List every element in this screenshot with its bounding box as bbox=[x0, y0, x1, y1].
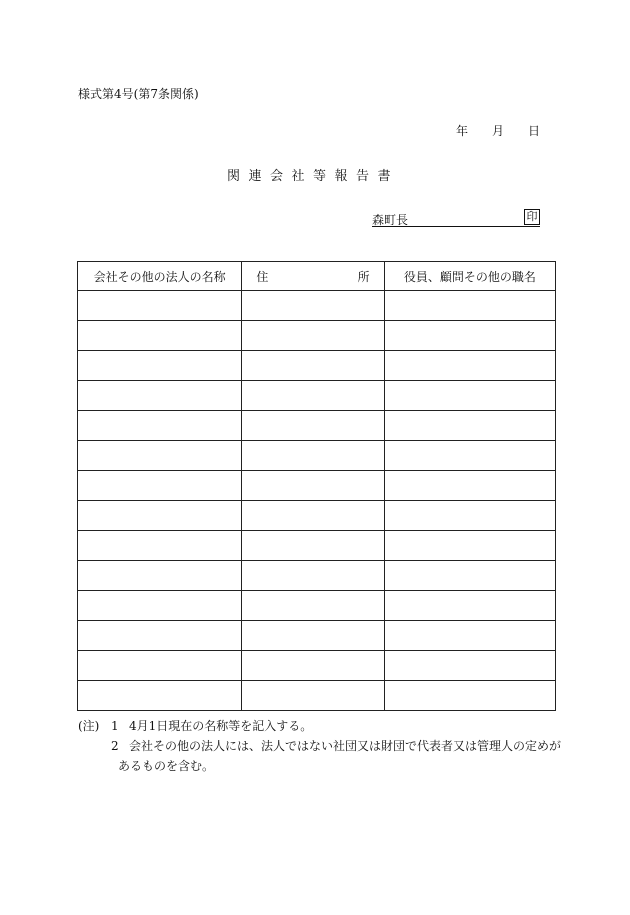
cell-position[interactable] bbox=[384, 381, 555, 411]
cell-address[interactable] bbox=[242, 501, 384, 531]
note-number: 1 bbox=[111, 719, 119, 733]
cell-position[interactable] bbox=[384, 621, 555, 651]
cell-company-name[interactable] bbox=[78, 591, 242, 621]
cell-position[interactable] bbox=[384, 531, 555, 561]
cell-company-name[interactable] bbox=[78, 321, 242, 351]
cell-address[interactable] bbox=[242, 471, 384, 501]
table-row bbox=[78, 321, 556, 351]
header-company-name: 会社その他の法人の名称 bbox=[78, 262, 242, 291]
header-address bbox=[242, 262, 384, 291]
cell-position[interactable] bbox=[384, 501, 555, 531]
date-month-label: 月 bbox=[492, 124, 505, 138]
cell-address[interactable] bbox=[242, 651, 384, 681]
notes bbox=[78, 716, 561, 776]
note-text: 4月1日現在の名称等を記入する。 bbox=[129, 719, 313, 733]
cell-position[interactable] bbox=[384, 651, 555, 681]
date-year-label: 年 bbox=[456, 124, 469, 138]
header-address-char-1: 住 bbox=[256, 269, 269, 284]
table-row bbox=[78, 471, 556, 501]
note-prefix: (注) bbox=[78, 719, 100, 733]
note-number: 2 bbox=[111, 739, 119, 753]
cell-position[interactable] bbox=[384, 351, 555, 381]
note-continuation: あるものを含む。 bbox=[118, 759, 215, 773]
cell-address[interactable] bbox=[242, 321, 384, 351]
recipient-name: 森町長 bbox=[372, 213, 409, 227]
cell-company-name[interactable] bbox=[78, 291, 242, 321]
report-table bbox=[77, 261, 556, 711]
cell-position[interactable] bbox=[384, 291, 555, 321]
cell-company-name[interactable] bbox=[78, 561, 242, 591]
cell-company-name[interactable] bbox=[78, 501, 242, 531]
cell-address[interactable] bbox=[242, 291, 384, 321]
cell-company-name[interactable] bbox=[78, 351, 242, 381]
cell-address[interactable] bbox=[242, 681, 384, 711]
cell-company-name[interactable] bbox=[78, 621, 242, 651]
table-row bbox=[78, 591, 556, 621]
table-row bbox=[78, 531, 556, 561]
table-row bbox=[78, 411, 556, 441]
date-day-label: 日 bbox=[528, 124, 541, 138]
cell-position[interactable] bbox=[384, 441, 555, 471]
seal-mark: 印 bbox=[524, 209, 540, 225]
table-row bbox=[78, 441, 556, 471]
table-row bbox=[78, 291, 556, 321]
cell-position[interactable] bbox=[384, 411, 555, 441]
cell-position[interactable] bbox=[384, 471, 555, 501]
cell-company-name[interactable] bbox=[78, 531, 242, 561]
table-row bbox=[78, 561, 556, 591]
recipient-line bbox=[372, 209, 540, 227]
table-row bbox=[78, 381, 556, 411]
cell-address[interactable] bbox=[242, 591, 384, 621]
header-address-char-2: 所 bbox=[357, 269, 370, 284]
table-row bbox=[78, 681, 556, 711]
table-header-row bbox=[78, 262, 556, 291]
cell-address[interactable] bbox=[242, 441, 384, 471]
cell-address[interactable] bbox=[242, 351, 384, 381]
table-row bbox=[78, 501, 556, 531]
document-title: 関連会社等報告書 bbox=[227, 169, 400, 184]
cell-address[interactable] bbox=[242, 381, 384, 411]
cell-position[interactable] bbox=[384, 591, 555, 621]
cell-company-name[interactable] bbox=[78, 681, 242, 711]
cell-company-name[interactable] bbox=[78, 411, 242, 441]
cell-address[interactable] bbox=[242, 621, 384, 651]
cell-company-name[interactable] bbox=[78, 471, 242, 501]
cell-address[interactable] bbox=[242, 411, 384, 441]
cell-position[interactable] bbox=[384, 321, 555, 351]
table-row bbox=[78, 651, 556, 681]
cell-position[interactable] bbox=[384, 561, 555, 591]
cell-address[interactable] bbox=[242, 561, 384, 591]
cell-company-name[interactable] bbox=[78, 441, 242, 471]
table-body bbox=[78, 291, 556, 711]
table-row bbox=[78, 351, 556, 381]
cell-address[interactable] bbox=[242, 531, 384, 561]
note-text: 会社その他の法人には、法人ではない社団又は財団で代表者又は管理人の定めが bbox=[129, 739, 562, 753]
note-item-1 bbox=[78, 716, 561, 736]
cell-company-name[interactable] bbox=[78, 381, 242, 411]
note-item-2 bbox=[78, 736, 561, 756]
form-number: 様式第4号(第7条関係) bbox=[78, 87, 199, 101]
table-row bbox=[78, 621, 556, 651]
cell-company-name[interactable] bbox=[78, 651, 242, 681]
header-position: 役員、顧問その他の職名 bbox=[384, 262, 555, 291]
cell-position[interactable] bbox=[384, 681, 555, 711]
